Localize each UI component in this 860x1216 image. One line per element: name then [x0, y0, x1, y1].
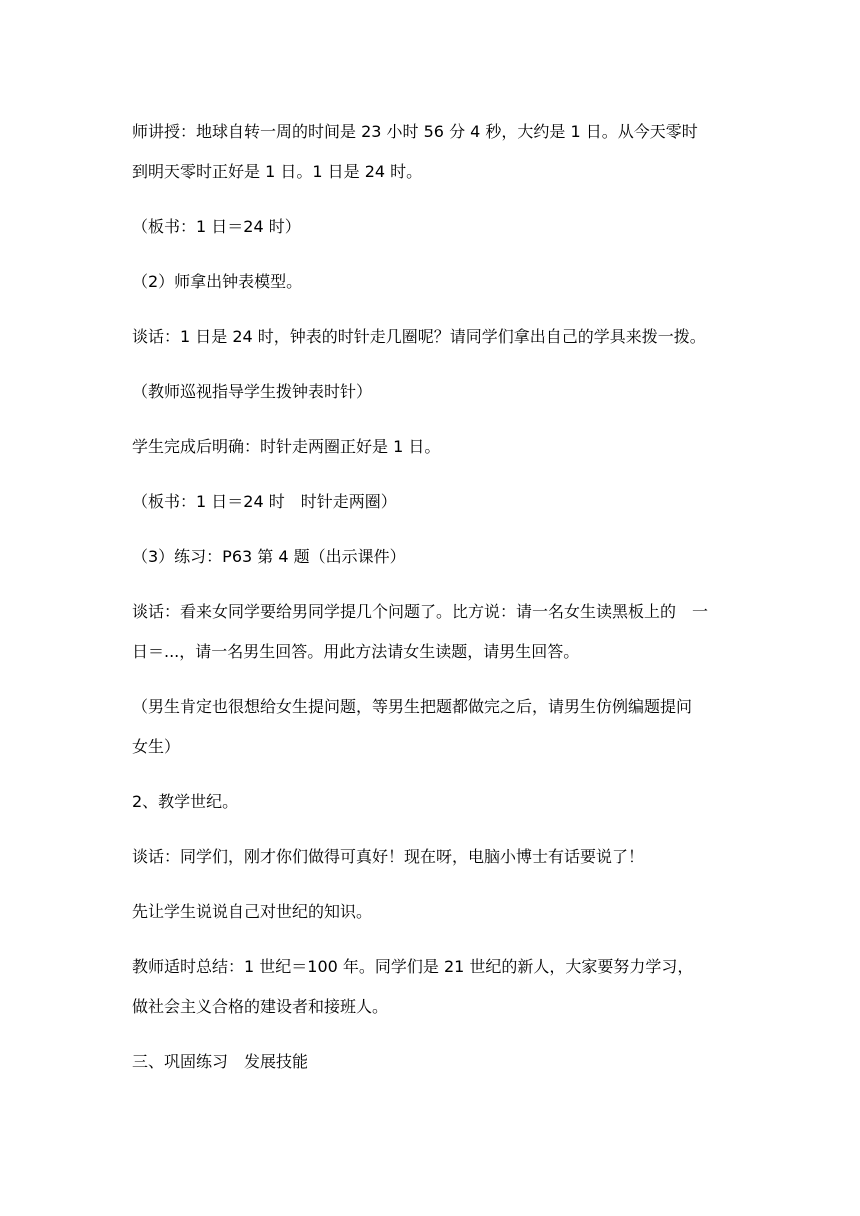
paragraph-line: （3）练习：P63 第 4 题（出示课件） [132, 547, 406, 566]
paragraph-line: （教师巡视指导学生拨钟表时针） [132, 382, 373, 401]
paragraph-line: （男生肯定也很想给女生提问题，等男生把题都做完之后，请男生仿例编题提问 [132, 697, 693, 716]
paragraph-line: 教师适时总结：1 世纪＝100 年。同学们是 21 世纪的新人，大家要努力学习， [132, 957, 694, 976]
paragraph-line: 到明天零时正好是 1 日。1 日是 24 时。 [132, 162, 423, 181]
section-heading: 三、巩固练习 发展技能 [132, 1052, 309, 1071]
paragraph-line: 女生） [132, 737, 181, 756]
paragraph-line: 谈话：1 日是 24 时，钟表的时针走几圈呢？请同学们拿出自己的学具来拨一拨。 [132, 327, 706, 346]
paragraph-line: 师讲授：地球自转一周的时间是 23 小时 56 分 4 秒，大约是 1 日。从今天零时 [132, 122, 698, 141]
paragraph-line: （2）师拿出钟表模型。 [132, 272, 303, 291]
paragraph-line: （板书：1 日＝24 时） [132, 217, 301, 236]
section-heading: 2、教学世纪。 [132, 792, 239, 811]
paragraph-line: 日＝...，请一名男生回答。用此方法请女生读题，请男生回答。 [132, 642, 580, 661]
document-body [132, 112, 732, 1082]
paragraph-line: 做社会主义合格的建设者和接班人。 [132, 997, 389, 1016]
paragraph-line: 谈话：同学们，刚才你们做得可真好！现在呀，电脑小博士有话要说了！ [132, 847, 645, 866]
paragraph-line: （板书：1 日＝24 时 时针走两圈） [132, 492, 397, 511]
paragraph-line: 先让学生说说自己对世纪的知识。 [132, 902, 373, 921]
paragraph-line: 谈话：看来女同学要给男同学提几个问题了。比方说：请一名女生读黑板上的 一 [132, 602, 709, 621]
paragraph-line: 学生完成后明确：时针走两圈正好是 1 日。 [132, 437, 441, 456]
